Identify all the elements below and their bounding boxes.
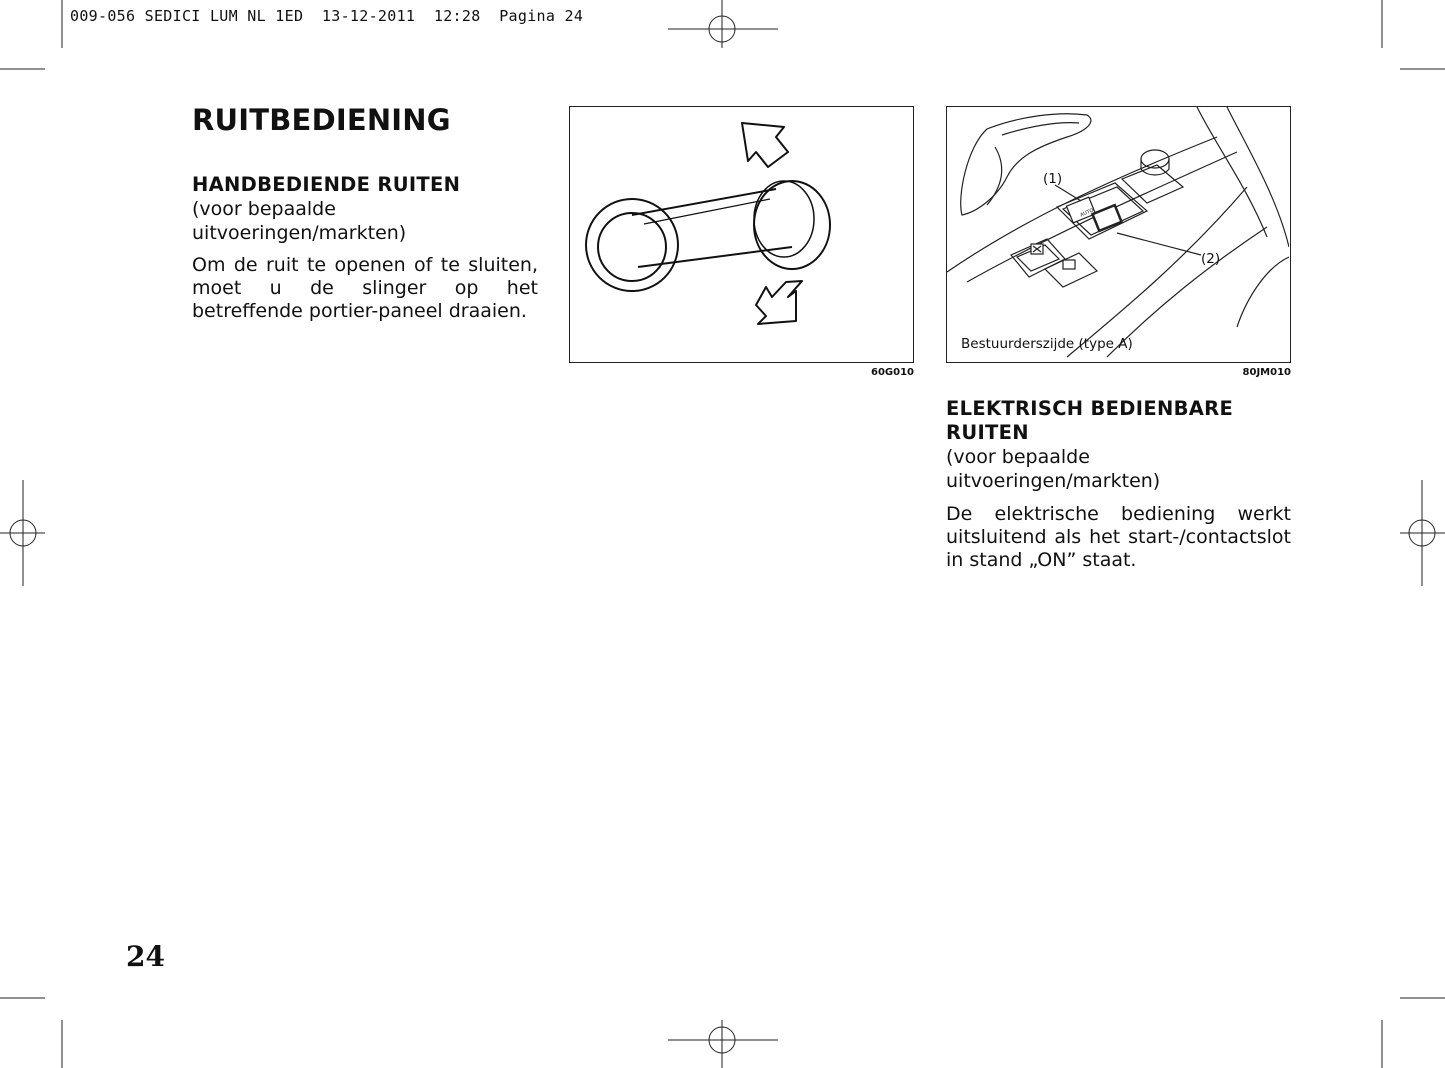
electric-subtitle: (voor bepaalde uitvoeringen/markten) (946, 446, 1161, 492)
electric-heading-line1: ELEKTRISCH BEDIENBARE (946, 397, 1234, 420)
switch-label-1: (1) (1043, 171, 1063, 187)
figure2-code: 80JM010 (1242, 367, 1291, 378)
manual-subtitle: (voor bepaalde uitvoeringen/markten) (192, 198, 407, 244)
window-crank-figure (569, 106, 914, 363)
print-slug: 009-056 SEDICI LUM NL 1ED 13-12-2011 12:28 Pagina 24 (70, 7, 584, 25)
page-number: 24 (126, 940, 165, 973)
manual-heading: HANDBEDIENDE RUITEN (192, 173, 461, 196)
figure1-code: 60G010 (871, 367, 914, 378)
manual-windows-section (192, 173, 538, 323)
page-title: RUITBEDIENING (192, 103, 451, 137)
registration-target-bottom (668, 1020, 778, 1068)
switch-label-2: (2) (1201, 251, 1221, 267)
registration-target-left (0, 480, 45, 586)
registration-target-right (1400, 480, 1445, 586)
electric-heading-line2: RUITEN (946, 421, 1029, 444)
door-panel-illustration (947, 107, 1289, 361)
auto-button-text: AUTO (1079, 207, 1095, 219)
electric-windows-section (946, 397, 1291, 572)
power-window-figure (946, 106, 1291, 363)
figure2-caption: Bestuurderszijde (type A) (961, 336, 1133, 352)
window-crank-illustration (570, 107, 912, 361)
registration-target-top (668, 0, 778, 48)
manual-body: Om de ruit te openen of te sluiten, moet u de slinger op het betreffende portier-paneel draaien. (192, 254, 538, 322)
electric-body: De elektrische bediening werkt uitsluitend als het start-/contactslot in stand „ON” staat. (946, 503, 1291, 571)
